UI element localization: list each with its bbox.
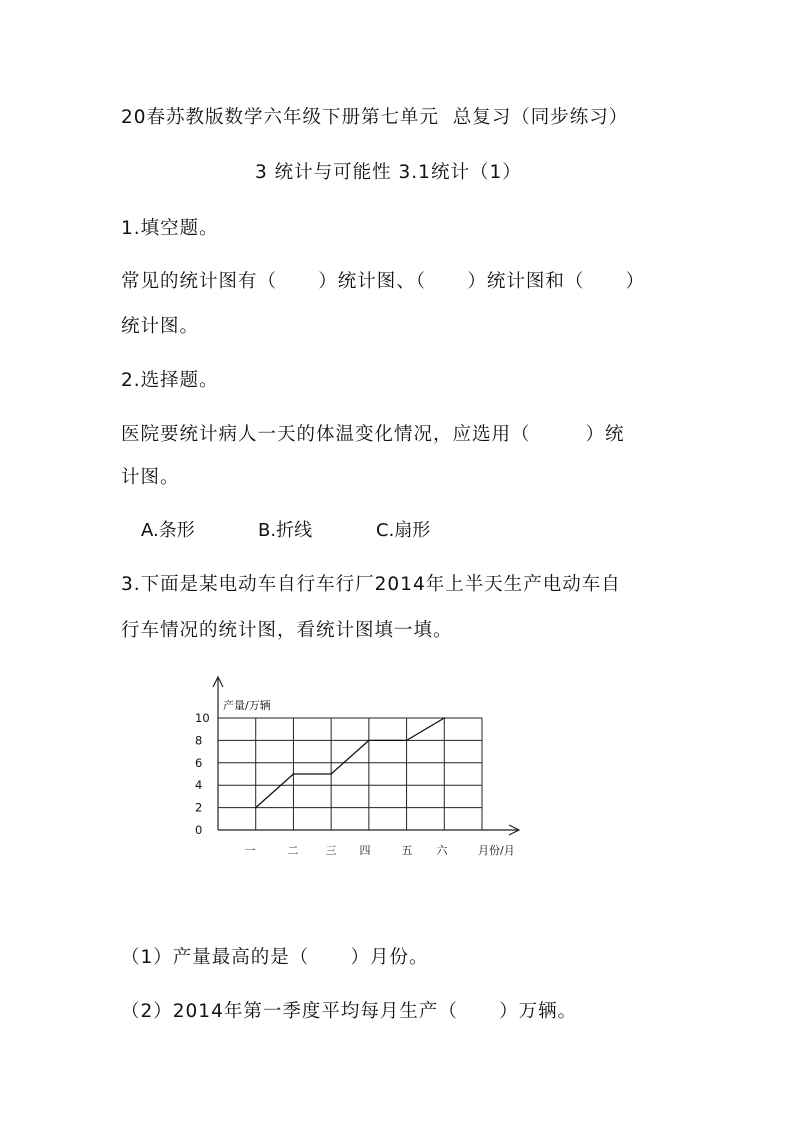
q2-option-a: A.条形 <box>141 520 195 541</box>
q3-sub1: （1）产量最高的是（ ）月份。 <box>121 947 429 968</box>
data-point <box>330 773 332 775</box>
data-point <box>255 807 257 809</box>
x-tick-label: 三 <box>325 844 337 857</box>
page-subtitle: 3 统计与可能性 3.1统计（1） <box>255 162 522 183</box>
chart-y-axis-label: 产量/万辆 <box>223 699 271 712</box>
x-tick-label: 二 <box>287 844 299 857</box>
data-point <box>293 773 295 775</box>
q2-option-b: B.折线 <box>258 520 313 541</box>
chart-x-axis-label: 月份/月 <box>478 844 515 857</box>
chart-grid <box>218 718 482 830</box>
data-point <box>406 740 408 742</box>
chart-x-ticks <box>245 844 449 857</box>
page-title: 20春苏教版数学六年级下册第七单元 总复习（同步练习） <box>121 107 629 128</box>
y-tick-label: 2 <box>195 800 203 815</box>
q1-text-line2: 统计图。 <box>121 316 200 337</box>
x-tick-label: 一 <box>244 844 256 857</box>
y-tick-label: 6 <box>195 755 203 770</box>
chart-y-ticks <box>195 711 210 837</box>
q3-sub2: （2）2014年第一季度平均每月生产（ ）万辆。 <box>121 1001 578 1022</box>
q2-heading: 2.选择题。 <box>121 370 219 391</box>
y-tick-label: 8 <box>195 733 203 748</box>
q3-text-line2: 行车情况的统计图，看统计图填一填。 <box>121 620 453 641</box>
q2-text-line2: 计图。 <box>121 467 180 488</box>
q2-option-c: C.扇形 <box>376 520 431 541</box>
q2-text-line1: 医院要统计病人一天的体温变化情况，应选用（ ）统 <box>121 424 625 445</box>
data-point <box>368 740 370 742</box>
data-point <box>443 717 445 719</box>
x-tick-label: 五 <box>401 844 413 857</box>
y-tick-label: 0 <box>195 823 203 837</box>
x-tick-label: 四 <box>359 844 371 857</box>
production-line-chart <box>185 668 535 868</box>
y-tick-label: 10 <box>195 711 210 725</box>
x-tick-label: 六 <box>436 844 448 857</box>
y-tick-label: 4 <box>195 778 203 793</box>
q3-text-line1: 3.下面是某电动车自行车行厂2014年上半天生产电动车自 <box>121 574 621 595</box>
q1-text-line1: 常见的统计图有（ ）统计图、（ ）统计图和（ ） <box>121 271 646 292</box>
q1-heading: 1.填空题。 <box>121 218 219 239</box>
